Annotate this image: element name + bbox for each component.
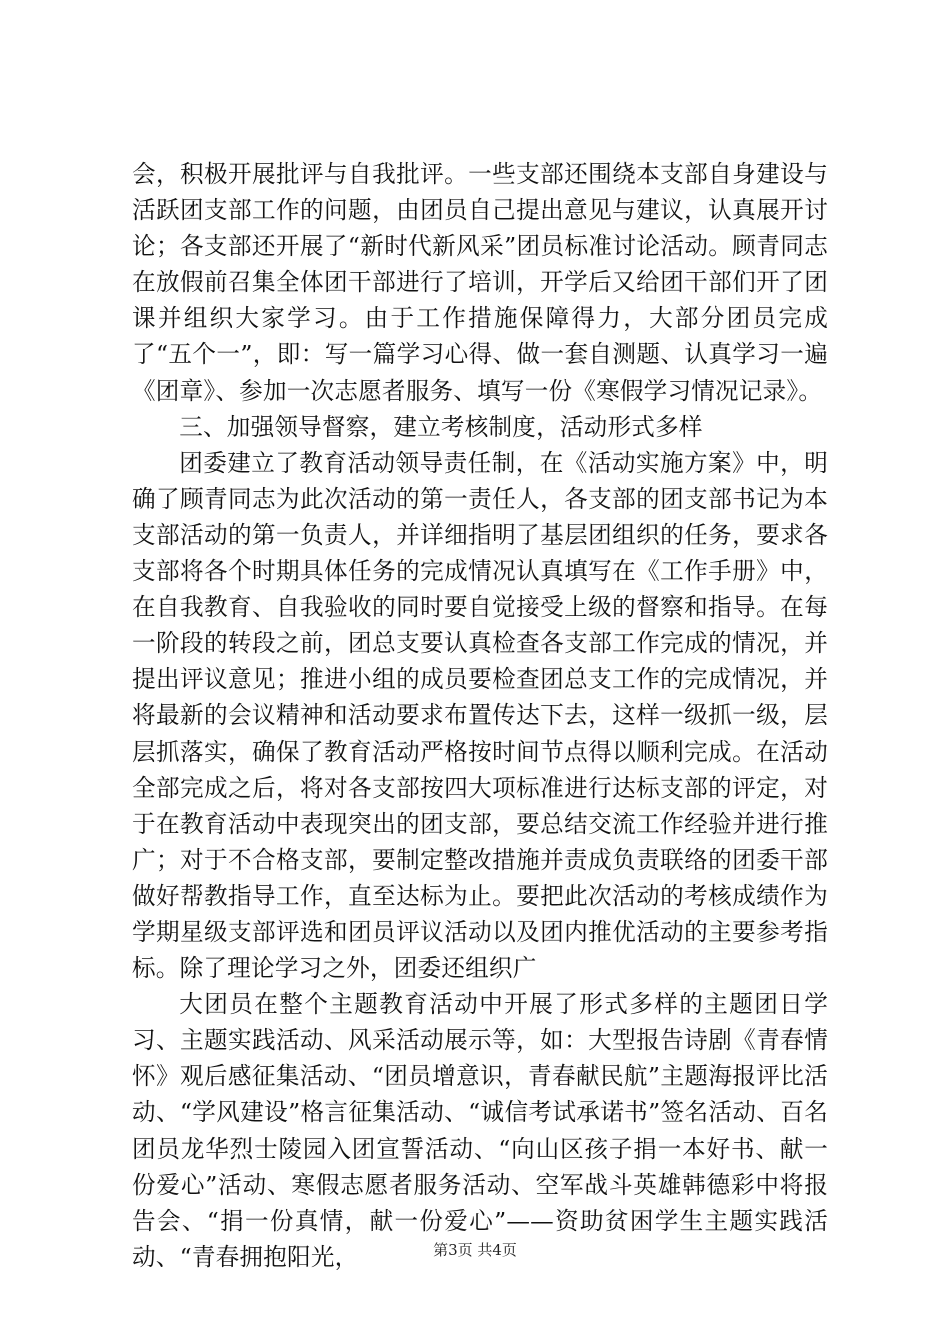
section-heading: 三、加强领导督察，建立考核制度，活动形式多样 — [179, 412, 703, 441]
document-body — [132, 156, 828, 1275]
paragraph-activities: 大团员在整个主题教育活动中开展了形式多样的主题团日学习、主题实践活动、风采活动展示等，如：大型报告诗剧《青春情怀》观后感征集活动、“团员增意识，青春献民航”主题海报评比活动、“学风建设”格言征集活动、“诚信考试承诺书”签名活动、百名团员龙华烈士陵园入团宣誓活动、“向山区孩子捐一本好书、献一份爱心”活动、寒假志愿者服务活动、空军战斗英雄韩德彩中将报告会、“捐一份真情，献一份爱心”——资助贫困学生主题实践活动、“青春拥抱阳光， — [132, 990, 828, 1271]
paragraph-responsibility: 团委建立了教育活动领导责任制，在《活动实施方案》中，明确了顾青同志为此次活动的第一责任人，各支部的团支部书记为本支部活动的第一负责人，并详细指明了基层团组织的任务，要求各支部将各个时期具体任务的完成情况认真填写在《工作手册》中，在自我教育、自我验收的同时要自觉接受上级的督察和指导。在每一阶段的转段之前，团总支要认真检查各支部工作完成的情况，并提出评议意见；推进小组的成员要检查团总支工作的完成情况，并将最新的会议精神和活动要求布置传达下去，这样一级抓一级，层层抓落实，确保了教育活动严格按时间节点得以顺利完成。在活动全部完成之后，将对各支部按四大项标准进行达标支部的评定，对于在教育活动中表现突出的团支部，要总结交流工作经验并进行推广；对于不合格支部，要制定整改措施并责成负责联络的团委干部做好帮教指导工作，直至达标为止。要把此次活动的考核成绩作为学期星级支部评选和团员评议活动以及团内推优活动的主要参考指标。除了理论学习之外，团委还组织广 — [132, 448, 828, 983]
page-number-footer: 第3页 共4页 — [433, 1241, 517, 1259]
paragraph-continuation: 会，积极开展批评与自我批评。一些支部还围绕本支部自身建设与活跃团支部工作的问题，由团员自己提出意见与建议，认真展开讨论；各支部还开展了“新时代新风采”团员标准讨论活动。顾青同志在放假前召集全体团干部进行了培训，开学后又给团干部们开了团课并组织大家学习。由于工作措施保障得力，大部分团员完成了“五个一”，即：写一篇学习心得、做一套自测题、认真学习一遍《团章》、参加一次志愿者服务、填写一份《寒假学习情况记录》。 — [132, 160, 828, 405]
